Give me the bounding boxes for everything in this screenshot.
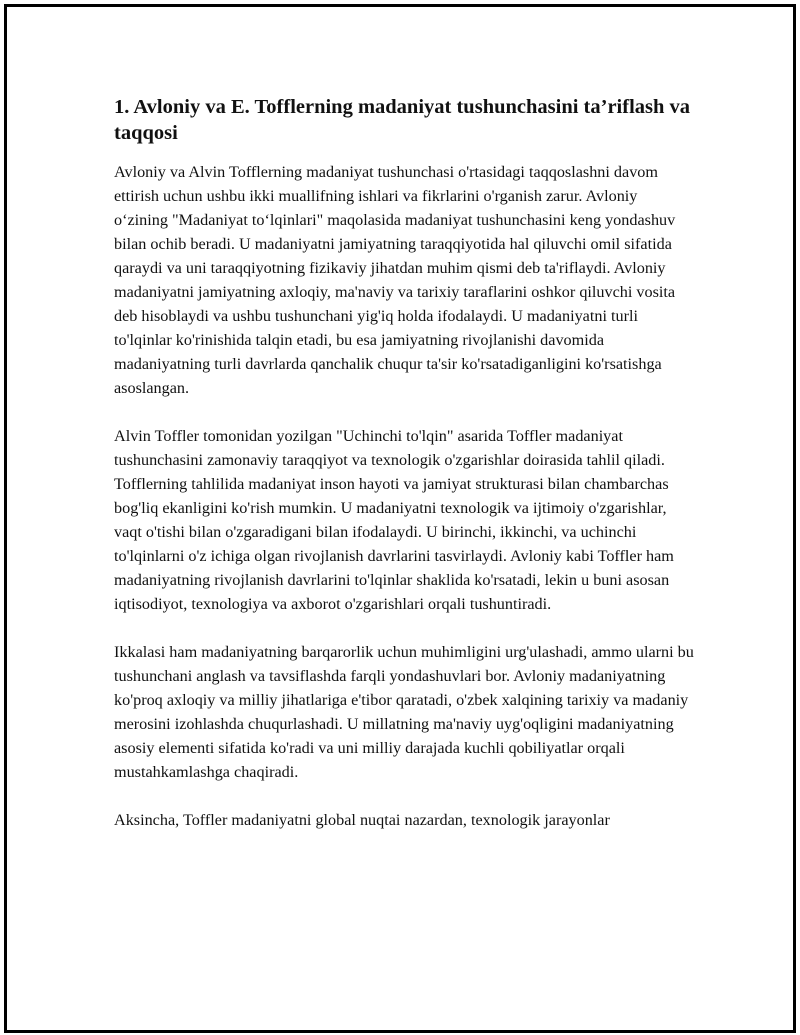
paragraph-4: Aksincha, Toffler madaniyatni global nuqtai nazardan, texnologik jarayonlar — [114, 811, 610, 829]
paragraph-3: Ikkalasi ham madaniyatning barqarorlik uchun muhimligini urg'ulashadi, ammo ularni bu tushunchani anglash va tavsiflashda farqli yondashuvlari bor. Avloniy madaniyatning ko'proq axloqiy va milliy jihatlariga e'tibor qaratadi, o'zbek xalqining tarixiy va madaniy merosini izohlashda chuqurlashadi. U millatning ma'naviy uyg'oqligini madaniyatning asosiy elementi sifatida ko'radi va uni milliy darajada kuchli qobiliyatlar orqali mustahkamlashga chaqiradi. — [114, 643, 694, 781]
paragraph-1: Avloniy va Alvin Tofflerning madaniyat tushunchasi o'rtasidagi taqqoslashni davom ettirish uchun ushbu ikki muallifning ishlari va fikrlarini o'rganish zarur. Avloniy o‘zining "Madaniyat to‘lqinlari" maqolasida madaniyat tushunchasini keng yondashuv bilan ochib beradi. U madaniyatni jamiyatning taraqqiyotida hal qiluvchi omil sifatida qaraydi va uni taraqqiyotning fizikaviy jihatdan muhim qismi deb ta'riflaydi. Avloniy madaniyatni jamiyatning axloqiy, ma'naviy va tarixiy taraflarini oshkor qiluvchi vosita deb hisoblaydi va ushbu tushunchani yig'iq holda ifodalaydi. U madaniyatni turli to'lqinlar ko'rinishida talqin etadi, bu esa jamiyatning rivojlanishi davomida madaniyatning turli davrlarda qanchalik chuqur ta'sir ko'rsatadiganligini ko'rsatishga asoslangan. — [114, 163, 676, 397]
document-body — [114, 94, 694, 856]
section-heading: 1. Avloniy va E. Tofflerning madaniyat tushunchasini ta’riflash va taqqosi — [114, 96, 691, 144]
paragraph-2: Alvin Toffler tomonidan yozilgan "Uchinchi to'lqin" asarida Toffler madaniyat tushunchasini zamonaviy taraqqiyot va texnologik o'zgarishlar doirasida tahlil qiladi. Tofflerning tahlilida madaniyat inson hayoti va jamiyat strukturasi bilan chambarchas bog'liq ekanligini ko'rish mumkin. U madaniyatni texnologik va ijtimoiy o'zgarishlar, vaqt o'tishi bilan o'zgaradigani bilan ifodalaydi. U birinchi, ikkinchi, va uchinchi to'lqinlarni o'z ichiga olgan rivojlanish davrlarini tasvirlaydi. Avloniy kabi Toffler ham madaniyatning rivojlanish davrlarini to'lqinlar shaklida ko'rsatadi, lekin u buni asosan iqtisodiyot, texnologiya va axborot o'zgarishlari orqali tushuntiradi. — [114, 427, 674, 613]
